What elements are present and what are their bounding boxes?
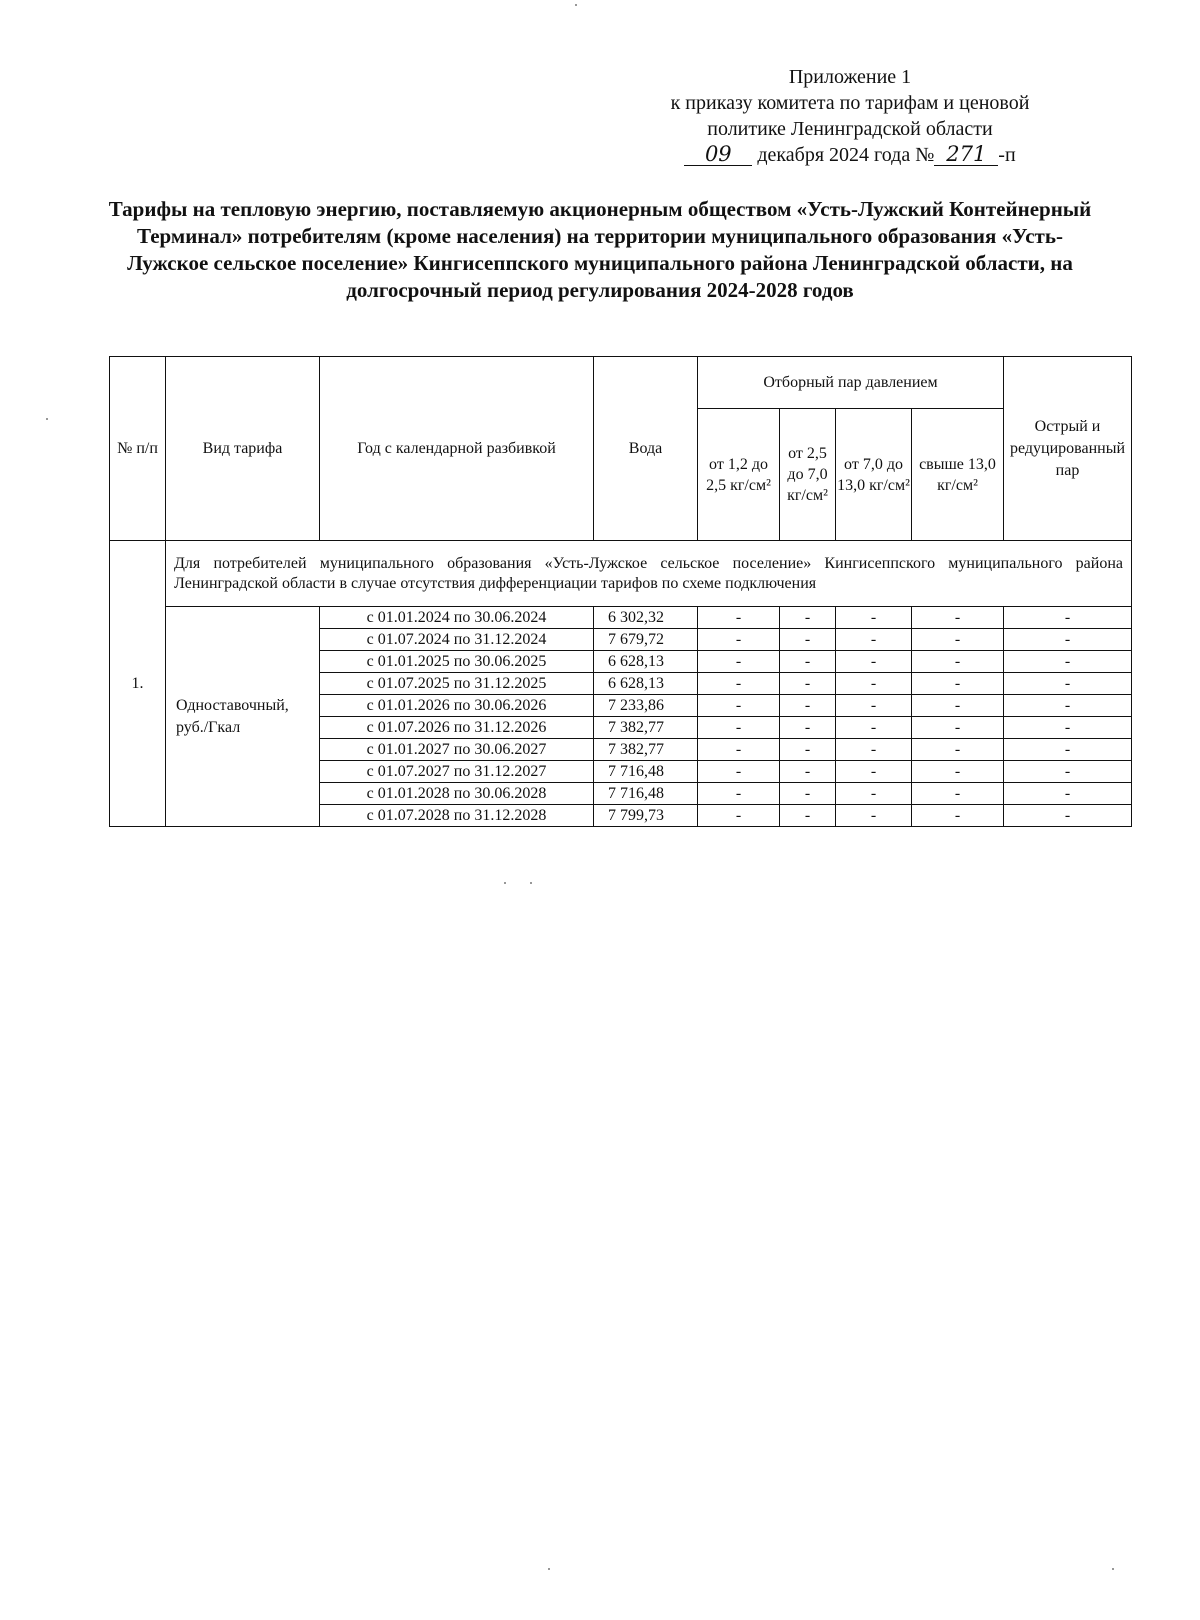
- appendix-line-3: политике Ленинградской области: [707, 118, 993, 140]
- header-steam-group: Отборный пар давлением: [698, 357, 1004, 409]
- steam-2-value: -: [780, 717, 836, 739]
- steam-1-value: -: [698, 607, 780, 629]
- tariff-kind: Одноставочный, руб./Гкал: [166, 607, 320, 827]
- appendix-line-1: Приложение 1: [788, 66, 912, 88]
- header-num: № п/п: [110, 357, 166, 541]
- sharp-steam-value: -: [1004, 695, 1132, 717]
- steam-2-value: -: [780, 805, 836, 827]
- steam-2-value: -: [780, 739, 836, 761]
- steam-2-value: -: [780, 695, 836, 717]
- scan-artifact: [46, 418, 48, 420]
- period-cell: с 01.07.2026 по 31.12.2026: [320, 717, 594, 739]
- steam-1-value: -: [698, 739, 780, 761]
- header-steam-1: от 1,2 до 2,5 кг/см²: [698, 409, 780, 541]
- steam-3-value: -: [836, 761, 912, 783]
- water-value: 7 382,77: [594, 739, 698, 761]
- appendix-line-4: [620, 142, 1080, 168]
- steam-4-value: -: [912, 783, 1004, 805]
- group-description: Для потребителей муниципального образования «Усть-Лужское сельское поселение» Кингисеппского муниципального района Ленинградской области в случае отсутствия дифференциации тарифов по схеме подключения: [166, 541, 1132, 607]
- scan-artifact: [504, 882, 506, 884]
- scan-artifact: [575, 4, 577, 6]
- water-value: 7 716,48: [594, 783, 698, 805]
- water-value: 7 799,73: [594, 805, 698, 827]
- steam-1-value: -: [698, 651, 780, 673]
- period-cell: с 01.01.2026 по 30.06.2026: [320, 695, 594, 717]
- group-row: [110, 541, 1132, 607]
- scan-artifact: [1112, 1568, 1114, 1570]
- steam-1-value: -: [698, 805, 780, 827]
- period-cell: с 01.01.2024 по 30.06.2024: [320, 607, 594, 629]
- scan-artifact: [548, 1568, 550, 1570]
- header-period: Год с календарной разбивкой: [320, 357, 594, 541]
- steam-4-value: -: [912, 651, 1004, 673]
- water-value: 7 679,72: [594, 629, 698, 651]
- steam-3-value: -: [836, 629, 912, 651]
- period-cell: с 01.07.2028 по 31.12.2028: [320, 805, 594, 827]
- sharp-steam-value: -: [1004, 673, 1132, 695]
- sharp-steam-value: -: [1004, 607, 1132, 629]
- steam-1-value: -: [698, 695, 780, 717]
- steam-3-value: -: [836, 717, 912, 739]
- appendix-line-2: к приказу комитета по тарифам и ценовой: [670, 92, 1030, 114]
- steam-3-value: -: [836, 695, 912, 717]
- steam-4-value: -: [912, 629, 1004, 651]
- steam-4-value: -: [912, 761, 1004, 783]
- steam-4-value: -: [912, 695, 1004, 717]
- header-water: Вода: [594, 357, 698, 541]
- steam-3-value: -: [836, 783, 912, 805]
- steam-2-value: -: [780, 607, 836, 629]
- steam-1-value: -: [698, 717, 780, 739]
- header-kind: Вид тарифа: [166, 357, 320, 541]
- water-value: 6 628,13: [594, 651, 698, 673]
- handwritten-date: 09: [684, 143, 752, 166]
- period-cell: с 01.01.2028 по 30.06.2028: [320, 783, 594, 805]
- steam-3-value: -: [836, 607, 912, 629]
- steam-4-value: -: [912, 739, 1004, 761]
- row-number: 1.: [110, 541, 166, 827]
- order-suffix: -п: [998, 144, 1016, 166]
- header-steam-2: от 2,5 до 7,0 кг/см²: [780, 409, 836, 541]
- period-cell: с 01.07.2025 по 31.12.2025: [320, 673, 594, 695]
- steam-1-value: -: [698, 761, 780, 783]
- water-value: 6 302,32: [594, 607, 698, 629]
- sharp-steam-value: -: [1004, 629, 1132, 651]
- appendix-header: [620, 64, 1080, 168]
- steam-4-value: -: [912, 607, 1004, 629]
- sharp-steam-value: -: [1004, 651, 1132, 673]
- water-value: 7 716,48: [594, 761, 698, 783]
- order-date-text: декабря 2024 года №: [757, 144, 935, 166]
- sharp-steam-value: -: [1004, 717, 1132, 739]
- steam-4-value: -: [912, 717, 1004, 739]
- steam-2-value: -: [780, 651, 836, 673]
- steam-3-value: -: [836, 805, 912, 827]
- steam-1-value: -: [698, 783, 780, 805]
- document-title: Тарифы на тепловую энергию, поставляемую акционерным обществом «Усть-Лужский Контейнерный Терминал» потребителям (кроме населения) на территории муниципального образования «Усть-Лужское сельское поселение» Кингисеппского муниципального района Ленинградской области, на долгосрочный период регулирования 2024-2028 годов: [108, 197, 1092, 302]
- water-value: 7 382,77: [594, 717, 698, 739]
- steam-2-value: -: [780, 783, 836, 805]
- scan-artifact: [530, 882, 532, 884]
- header-steam-4: свыше 13,0 кг/см²: [912, 409, 1004, 541]
- steam-1-value: -: [698, 673, 780, 695]
- sharp-steam-value: -: [1004, 783, 1132, 805]
- steam-2-value: -: [780, 673, 836, 695]
- steam-4-value: -: [912, 805, 1004, 827]
- sharp-steam-value: -: [1004, 805, 1132, 827]
- period-cell: с 01.07.2027 по 31.12.2027: [320, 761, 594, 783]
- period-cell: с 01.01.2027 по 30.06.2027: [320, 739, 594, 761]
- steam-1-value: -: [698, 629, 780, 651]
- steam-2-value: -: [780, 761, 836, 783]
- handwritten-order-number: 271: [934, 143, 998, 166]
- period-cell: с 01.07.2024 по 31.12.2024: [320, 629, 594, 651]
- steam-3-value: -: [836, 651, 912, 673]
- sharp-steam-value: -: [1004, 761, 1132, 783]
- header-steam-3: от 7,0 до 13,0 кг/см²: [836, 409, 912, 541]
- steam-4-value: -: [912, 673, 1004, 695]
- header-row-1: [110, 357, 1132, 409]
- water-value: 6 628,13: [594, 673, 698, 695]
- header-sharp-steam: Острый и редуцированный пар: [1004, 357, 1132, 541]
- period-cell: с 01.01.2025 по 30.06.2025: [320, 651, 594, 673]
- steam-2-value: -: [780, 629, 836, 651]
- water-value: 7 233,86: [594, 695, 698, 717]
- table-row: [110, 607, 1132, 629]
- steam-3-value: -: [836, 739, 912, 761]
- steam-3-value: -: [836, 673, 912, 695]
- tariff-table: [109, 356, 1132, 827]
- sharp-steam-value: -: [1004, 739, 1132, 761]
